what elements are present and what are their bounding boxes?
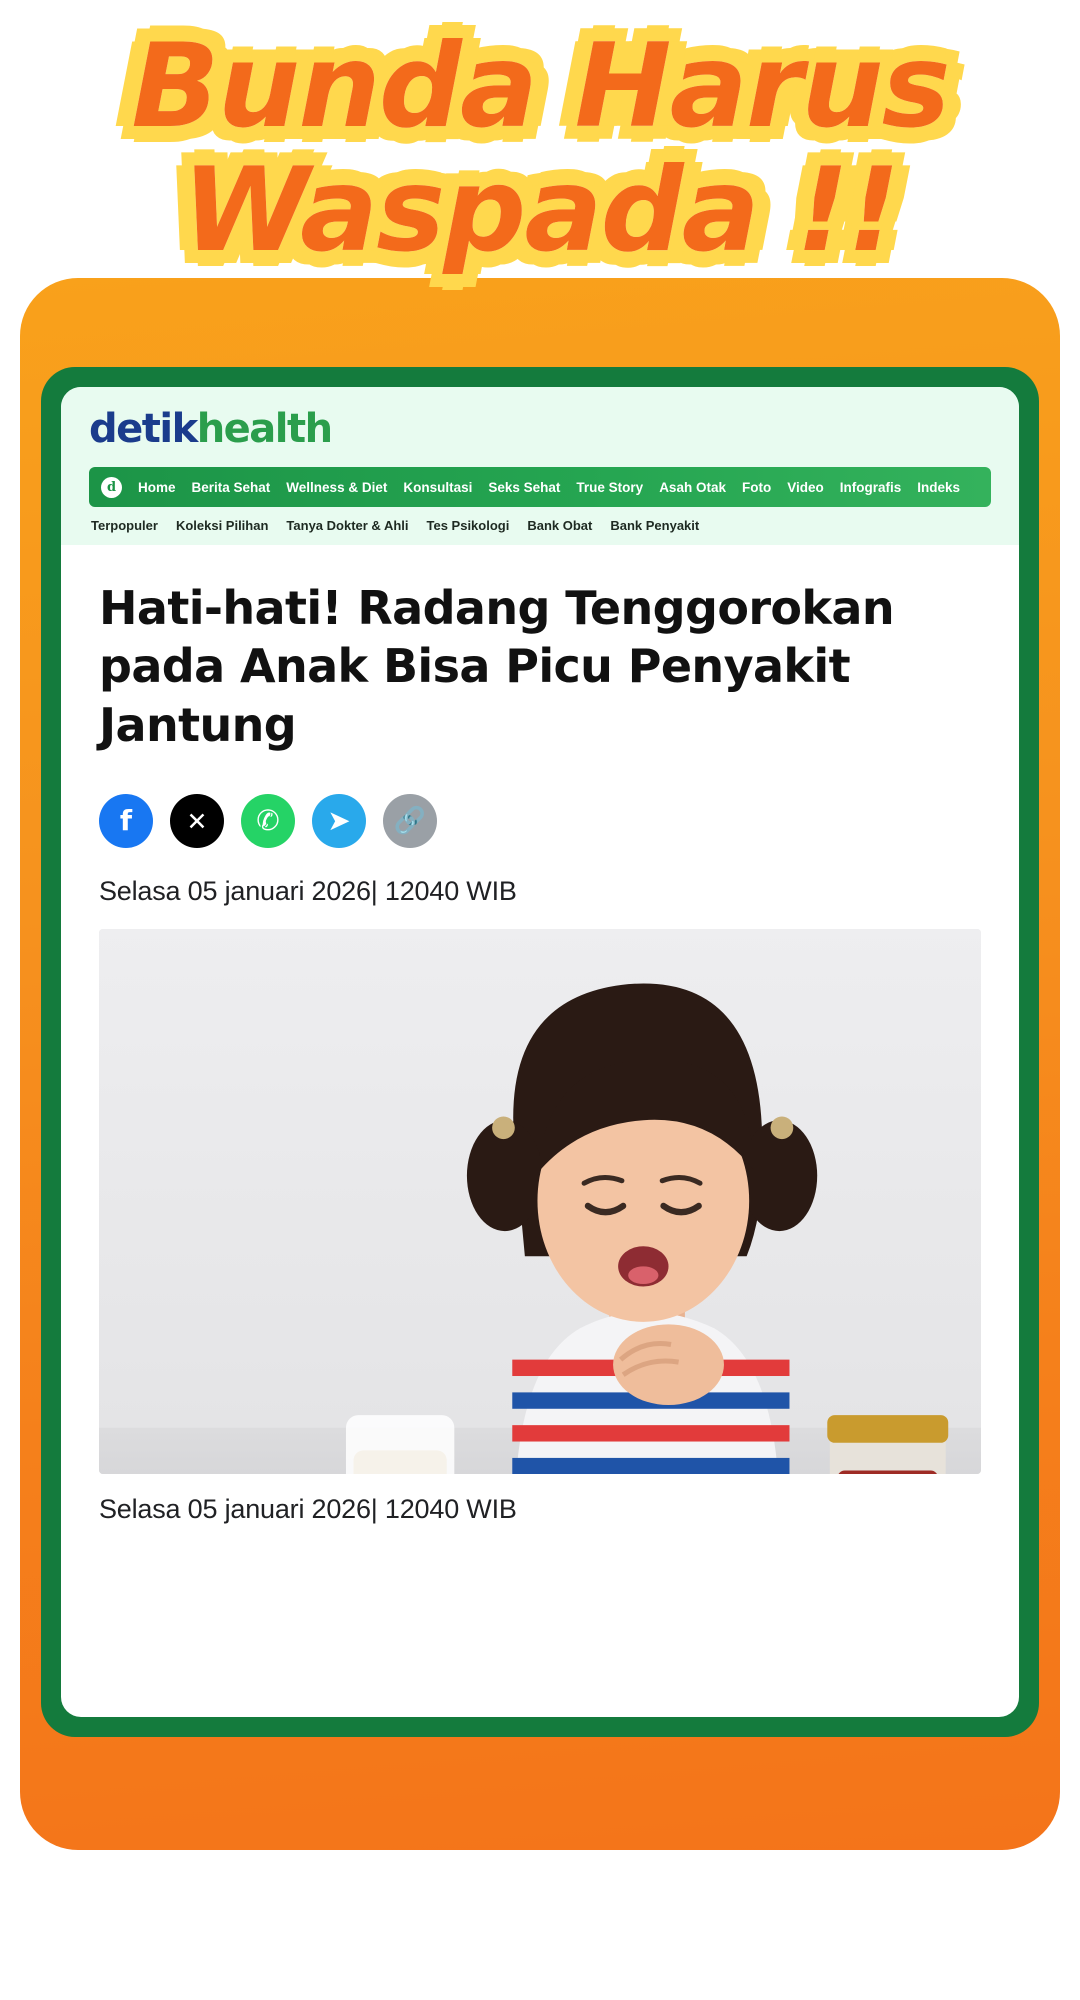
detik-badge-icon: d [101,477,122,498]
telegram-share-icon[interactable]: ➤ [312,794,366,848]
green-device-frame [41,367,1039,1737]
nav-item-konsultasi[interactable]: Konsultasi [403,479,473,495]
nav-item-video[interactable]: Video [787,479,824,495]
article-photo-illustration [99,929,981,1474]
nav-item-wellness-diet[interactable]: Wellness & Diet [286,479,388,495]
nav-item-true-story[interactable]: True Story [576,479,644,495]
article-header [61,545,1019,754]
subnav-item-terpopuler[interactable]: Terpopuler [91,518,158,533]
nav-item-foto[interactable]: Foto [741,479,772,495]
nav-item-home[interactable]: Home [138,479,176,495]
article-screenshot [61,387,1019,1717]
subnav-item-koleksi-pilihan[interactable]: Koleksi Pilihan [175,518,269,533]
share-buttons[interactable] [61,754,1019,848]
site-logo[interactable] [89,406,991,467]
article-image [99,929,981,1474]
site-logo-health: health [196,406,332,452]
main-navigation[interactable] [89,467,991,507]
secondary-navigation[interactable] [89,507,991,545]
site-logo-detik: detik [89,406,197,452]
copy-link-icon[interactable]: 🔗 [383,794,437,848]
poster-headline [0,19,1080,279]
article-image-caption: Selasa 05 januari 2026| 12040 WIB [99,1494,517,1525]
nav-item-seks-sehat[interactable]: Seks Sehat [488,479,561,495]
nav-item-indeks[interactable]: Indeks [917,479,961,495]
site-header [61,387,1019,545]
x-twitter-share-icon[interactable]: ✕ [170,794,224,848]
headline-line-1: Bunda Harus [131,19,949,154]
subnav-item-bank-penyakit[interactable]: Bank Penyakit [610,518,700,533]
subnav-item-bank-obat[interactable]: Bank Obat [527,518,593,533]
nav-item-infografis[interactable]: Infografis [839,479,902,495]
headline-line-2: Waspada !! [181,143,899,279]
subnav-item-tanya-dokter[interactable]: Tanya Dokter & Ahli [286,518,409,533]
subnav-item-tes-psikologi[interactable]: Tes Psikologi [426,518,510,533]
article-timestamp: Selasa 05 januari 2026| 12040 WIB [99,876,517,907]
facebook-share-icon[interactable]: f [99,794,153,848]
article-title: Hati-hati! Radang Tenggorokan pada Anak Bisa Picu Penyakit Jantung [99,581,894,752]
nav-item-asah-otak[interactable]: Asah Otak [659,479,726,495]
nav-item-berita-sehat[interactable]: Berita Sehat [191,479,271,495]
whatsapp-share-icon[interactable]: ✆ [241,794,295,848]
